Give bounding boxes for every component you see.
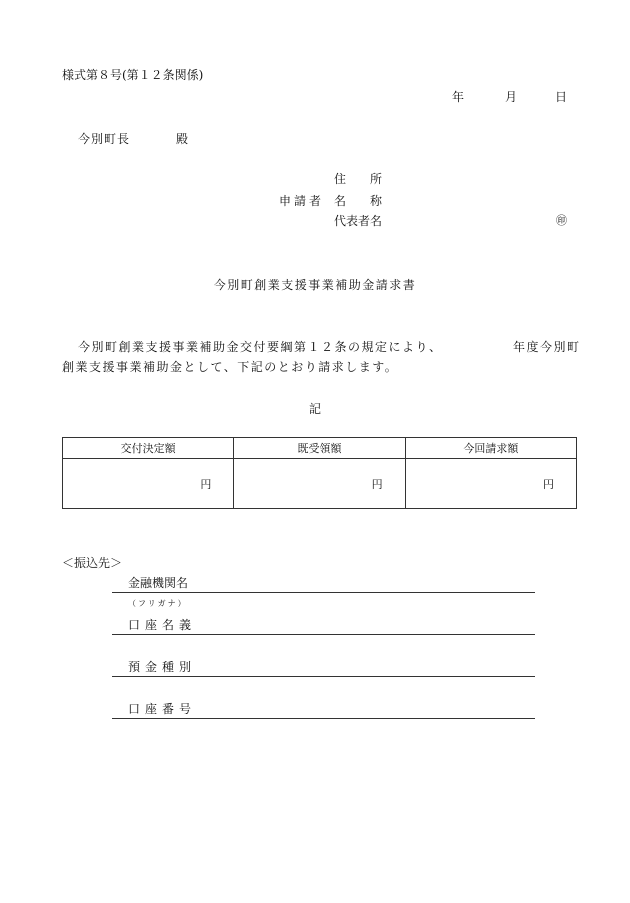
addressee-honorific: 殿 — [176, 132, 189, 146]
header-already-received: 既受領額 — [234, 438, 405, 459]
address-label: 住 所 — [334, 172, 383, 186]
account-holder-label: 口座名義 — [128, 618, 197, 632]
date-month-label: 月 — [505, 90, 518, 104]
account-number-line — [112, 718, 535, 719]
cell-current-request: 円 — [405, 459, 576, 509]
body-text-line1: 今別町創業支援事業補助金交付要綱第１２条の規定により、 — [78, 340, 443, 354]
representative-label: 代表者名 — [334, 214, 383, 228]
date-day-label: 日 — [555, 90, 568, 104]
name-label: 名 称 — [334, 194, 383, 208]
furigana-label: （フリガナ） — [128, 599, 188, 608]
document-title: 今別町創業支援事業補助金請求書 — [213, 278, 417, 292]
deposit-type-line — [112, 676, 535, 677]
bank-name-line — [112, 592, 535, 593]
date-year-label: 年 — [452, 90, 465, 104]
applicant-label: 申請者 — [279, 194, 325, 208]
account-number-label: 口座番号 — [128, 702, 197, 716]
cell-grant-decision: 円 — [63, 459, 234, 509]
seal-mark: ㊞ — [556, 214, 567, 227]
body-text-line1-end: 年度今別町 — [513, 340, 581, 354]
table-row — [63, 459, 577, 509]
header-current-request: 今回請求額 — [405, 438, 576, 459]
table-header-row — [63, 438, 577, 459]
amount-table — [62, 437, 577, 509]
transfer-heading: ＜振込先＞ — [62, 556, 123, 570]
deposit-type-label: 預金種別 — [128, 660, 197, 674]
form-number: 様式第８号(第１２条関係) — [62, 68, 204, 82]
bank-name-label: 金融機関名 — [128, 576, 189, 590]
addressee-name: 今別町長 — [78, 132, 131, 146]
account-holder-line — [112, 634, 535, 635]
cell-already-received: 円 — [234, 459, 405, 509]
header-grant-decision: 交付決定額 — [63, 438, 234, 459]
ki-heading: 記 — [308, 402, 321, 416]
body-text-line2: 創業支援事業補助金として、下記のとおり請求します。 — [62, 360, 399, 374]
